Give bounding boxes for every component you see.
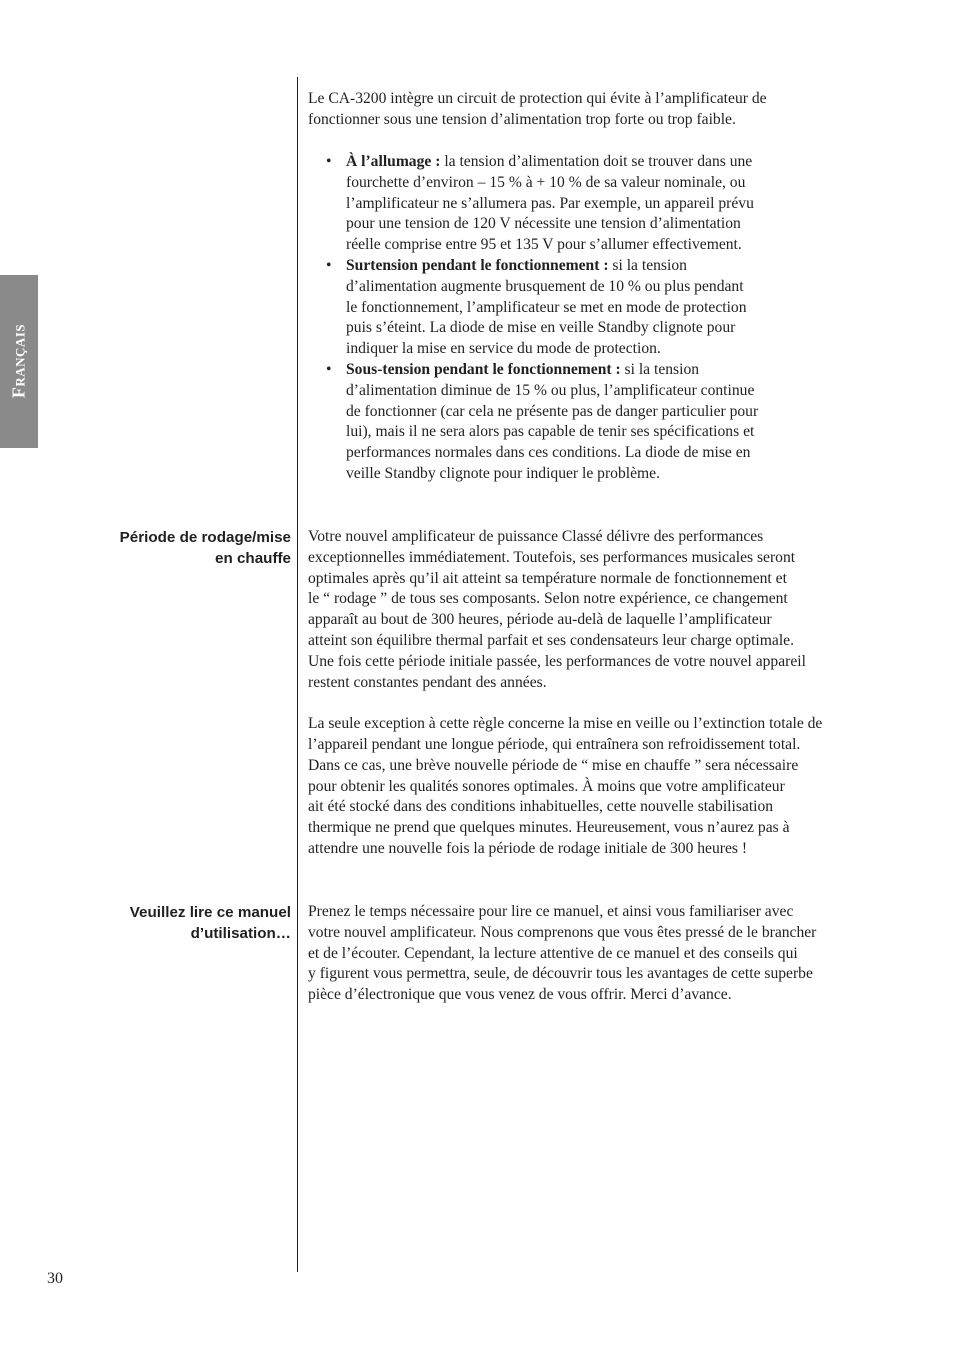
list-item-line: le fonctionnement, l’amplificateur se met en mode de protection	[346, 298, 747, 316]
section-heading-break-in	[81, 527, 291, 569]
list-item-line: puis s’éteint. La diode de mise en veille Standby clignote pour	[346, 319, 736, 337]
text-line: et de l’écouter. Cependant, la lecture attentive de ce manuel et des conseils qui	[308, 944, 798, 962]
text-line: l’appareil pendant une longue période, qui entraînera son refroidissement total.	[308, 735, 801, 753]
bullet-icon: •	[326, 256, 332, 274]
list-item-line: fourchette d’environ – 15 % à + 10 % de sa valeur nominale, ou	[346, 173, 746, 191]
intro-line: Le CA-3200 intègre un circuit de protection qui évite à l’amplificateur de	[308, 90, 767, 107]
list-item	[308, 256, 798, 360]
text-line: Votre nouvel amplificateur de puissance Classé délivre des performances	[308, 528, 764, 545]
text-line: exceptionnelles immédiatement. Toutefois, ses performances musicales seront	[308, 548, 796, 566]
intro-paragraph	[308, 89, 828, 131]
protection-list	[308, 152, 798, 485]
list-item-line: lui), mais il ne sera alors pas capable de tenir ses spécifications et	[346, 423, 755, 441]
list-item-line: si la tension	[608, 256, 687, 274]
list-item-line: indiquer la mise en service du mode de protection.	[346, 340, 661, 358]
text-line: optimales après qu’il ait atteint sa température normale de fonctionnement et	[308, 569, 787, 587]
list-item-title: Sous-tension pendant le fonctionnement :	[346, 360, 621, 378]
list-item-line: si la tension	[620, 360, 700, 378]
list-item	[308, 360, 798, 485]
list-item-title: À l’allumage :	[346, 153, 441, 170]
text-line: pièce d’électronique que vous venez de vous offrir. Merci d’avance.	[308, 986, 732, 1004]
section-body-read-manual	[308, 902, 863, 1006]
section-body-break-in	[308, 527, 863, 860]
section-heading-read-manual	[81, 902, 291, 944]
list-item-line: pour une tension de 120 V nécessite une tension d’alimentation	[346, 215, 741, 233]
section-heading-line: Veuillez lire ce manuel	[129, 904, 291, 921]
list-item-line: la tension d’alimentation doit se trouver dans une	[440, 153, 753, 170]
text-line: restent constantes pendant des années.	[308, 673, 547, 691]
bullet-icon: •	[326, 153, 332, 170]
paragraph	[308, 714, 863, 860]
text-line: votre nouvel amplificateur. Nous comprenons que vous êtes pressé de le brancher	[308, 923, 817, 941]
bullet-icon: •	[326, 360, 332, 378]
language-tab-label: Français	[8, 323, 29, 399]
list-item-line: veille Standby clignote pour indiquer le problème.	[346, 464, 660, 482]
section-heading-line: Période de rodage/mise	[119, 529, 291, 546]
text-line: le “ rodage ” de tous ses composants. Selon notre expérience, ce changement	[308, 590, 788, 608]
list-item	[308, 152, 798, 256]
text-line: pour obtenir les qualités sonores optimales. À moins que votre amplificateur	[308, 777, 785, 795]
column-divider	[297, 77, 298, 1272]
list-item-line: réelle comprise entre 95 et 135 V pour s’allumer effectivement.	[346, 236, 742, 254]
text-line: thermique ne prend que quelques minutes. Heureusement, vous n’aurez pas à	[308, 819, 790, 837]
text-line: atteint son équilibre thermal parfait et ses condensateurs leur charge optimale.	[308, 631, 794, 649]
text-line: Une fois cette période initiale passée, les performances de votre nouvel appareil	[308, 652, 806, 670]
text-line: y figurent vous permettra, seule, de découvrir tous les avantages de cette superbe	[308, 965, 813, 983]
text-line: attendre une nouvelle fois la période de rodage initiale de 300 heures !	[308, 839, 748, 857]
page-number: 30	[47, 1270, 63, 1287]
text-line: Prenez le temps nécessaire pour lire ce manuel, et ainsi vous familiariser avec	[308, 903, 794, 920]
list-item-line: de fonctionner (car cela ne présente pas de danger particulier pour	[346, 402, 759, 420]
paragraph	[308, 527, 863, 693]
text-line: ait été stocké dans des conditions inhabituelles, cette nouvelle stabilisation	[308, 798, 774, 816]
section-heading-line: en chauffe	[215, 550, 291, 567]
text-line: apparaît au bout de 300 heures, période au-delà de laquelle l’amplificateur	[308, 611, 772, 629]
text-line: La seule exception à cette règle concerne la mise en veille ou l’extinction totale de	[308, 715, 823, 733]
list-item-line: d’alimentation diminue de 15 % ou plus, l’amplificateur continue	[346, 381, 755, 399]
text-line: Dans ce cas, une brève nouvelle période de “ mise en chauffe ” sera nécessaire	[308, 756, 799, 774]
list-item-title: Surtension pendant le fonctionnement :	[346, 256, 609, 274]
paragraph	[308, 902, 863, 1006]
list-item-line: d’alimentation augmente brusquement de 10 % ou plus pendant	[346, 277, 744, 295]
list-item-line: performances normales dans ces conditions. La diode de mise en	[346, 444, 751, 462]
intro-line: fonctionner sous une tension d’alimentation trop forte ou trop faible.	[308, 110, 736, 128]
language-tab	[0, 275, 38, 448]
list-item-line: l’amplificateur ne s’allumera pas. Par exemple, un appareil prévu	[346, 194, 754, 212]
section-heading-line: d’utilisation…	[190, 925, 291, 942]
